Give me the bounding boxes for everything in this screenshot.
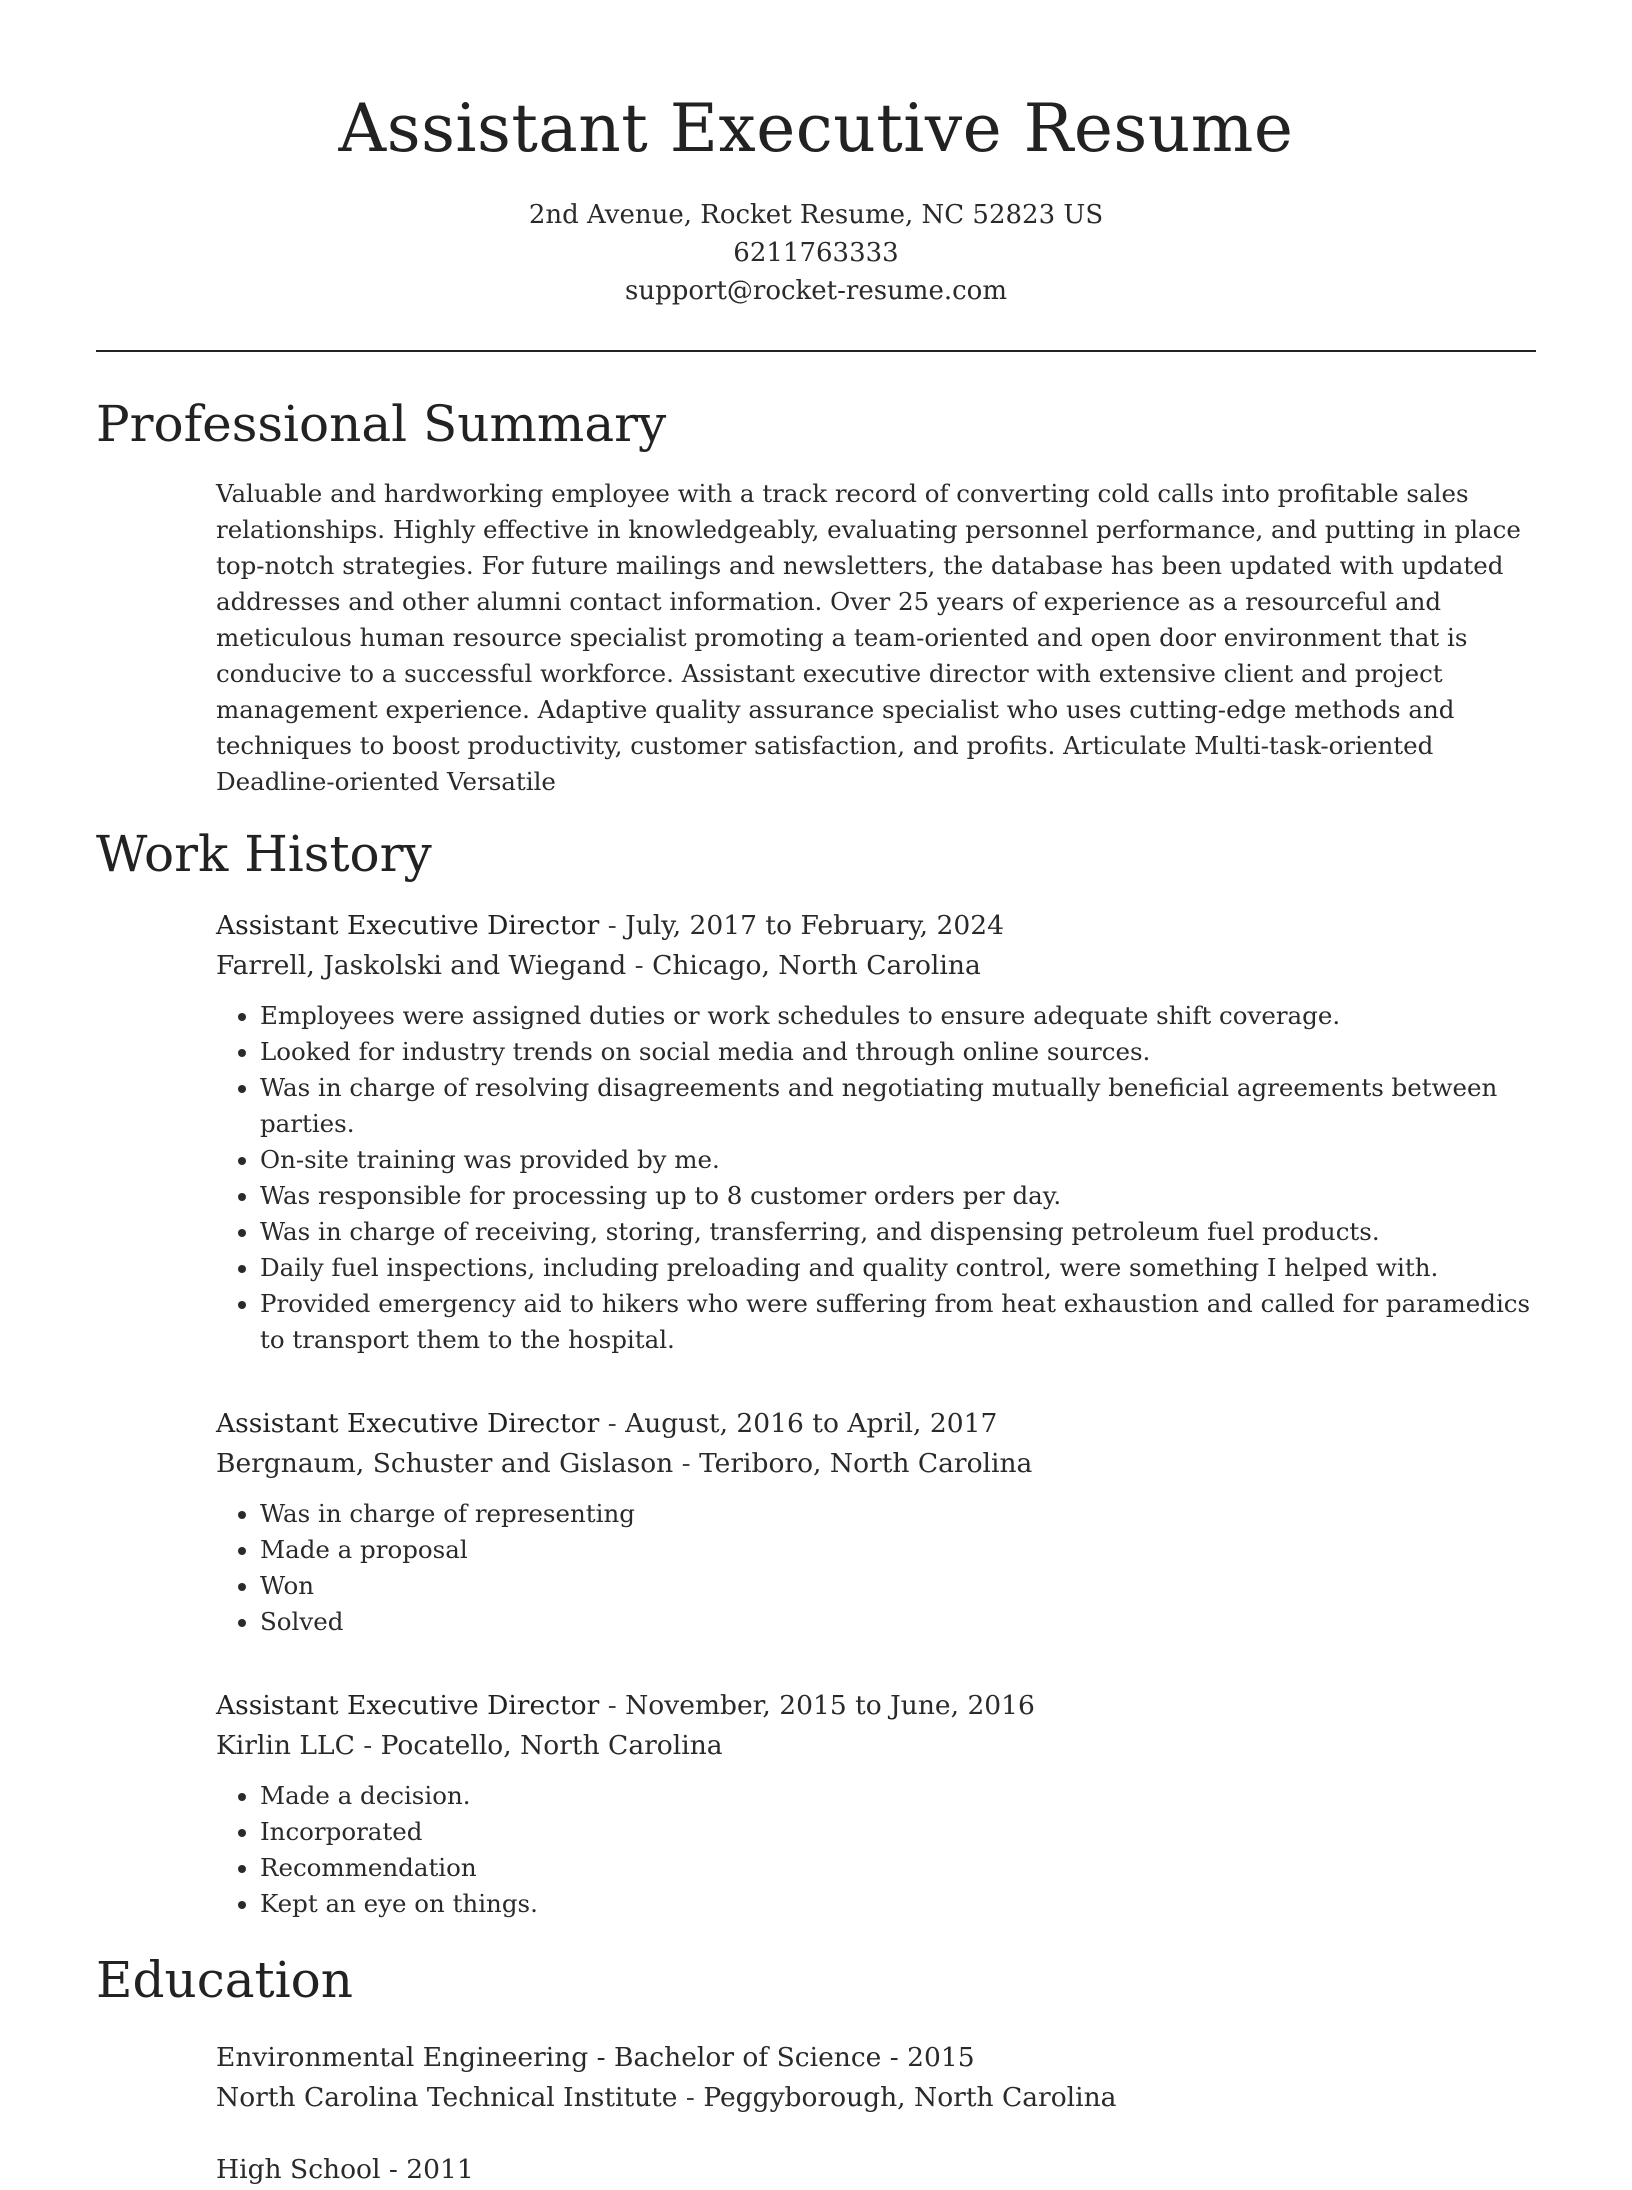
education-entry bbox=[216, 2150, 1536, 2190]
separator: - bbox=[599, 910, 626, 941]
contact-address: 2nd Avenue, Rocket Resume, NC 52823 US bbox=[528, 200, 1104, 230]
job-position: Assistant Executive Director bbox=[216, 1408, 600, 1439]
education-heading: Education bbox=[96, 1951, 353, 2009]
job-title-line bbox=[216, 1686, 1536, 1726]
duty-item: • Looked for industry trends on social media and through online sources. bbox=[260, 1034, 1536, 1070]
duty-item: • Made a decision. bbox=[260, 1778, 1536, 1814]
school-location: Peggyborough, North Carolina bbox=[703, 2082, 1117, 2113]
duty-item: • Provided emergency aid to hikers who were suffering from heat exhaustion and called for paramedics to transport them to the hospital. bbox=[260, 1286, 1536, 1358]
job-dates: July, 2017 to February, 2024 bbox=[625, 910, 1004, 941]
job-company-line bbox=[216, 1726, 1536, 1766]
separator: - bbox=[626, 950, 653, 981]
job-duties bbox=[216, 1496, 1536, 1640]
job-company: Kirlin LLC bbox=[216, 1730, 355, 1761]
duty-item: • Solved bbox=[260, 1604, 1536, 1640]
resume-title: Assistant Executive Resume bbox=[338, 90, 1294, 167]
separator: - bbox=[599, 1408, 626, 1439]
duty-item: • Won bbox=[260, 1568, 1536, 1604]
school-name: North Carolina Technical Institute bbox=[216, 2082, 678, 2113]
job-company: Farrell, Jaskolski and Wiegand bbox=[216, 950, 627, 981]
job-company-line bbox=[216, 1444, 1536, 1484]
work-history-heading: Work History bbox=[96, 825, 432, 883]
summary-section bbox=[216, 476, 1536, 800]
duty-item: • Employees were assigned duties or work schedules to ensure adequate shift coverage. bbox=[260, 998, 1536, 1034]
separator: - bbox=[599, 1690, 626, 1721]
summary-heading: Professional Summary bbox=[96, 395, 667, 453]
duty-item: • On-site training was provided by me. bbox=[260, 1142, 1536, 1178]
duty-item: • Daily fuel inspections, including preloading and quality control, were something I helped with. bbox=[260, 1250, 1536, 1286]
job-entry bbox=[216, 1404, 1536, 1640]
job-dates: August, 2016 to April, 2017 bbox=[625, 1408, 998, 1439]
job-title-line bbox=[216, 906, 1536, 946]
job-company-line bbox=[216, 946, 1536, 986]
work-history-section bbox=[216, 906, 1536, 1922]
duty-item: • Was in charge of receiving, storing, transferring, and dispensing petroleum fuel products. bbox=[260, 1214, 1536, 1250]
degree-line: Environmental Engineering - Bachelor of Science - 2015 bbox=[216, 2042, 975, 2073]
job-duties bbox=[216, 1778, 1536, 1922]
job-location: Pocatello, North Carolina bbox=[380, 1730, 723, 1761]
duty-item: • Incorporated bbox=[260, 1814, 1536, 1850]
school-line bbox=[216, 2078, 1536, 2118]
duty-item: • Made a proposal bbox=[260, 1532, 1536, 1568]
separator: - bbox=[677, 2082, 704, 2113]
summary-text: Valuable and hardworking employee with a track record of converting cold calls into profitable sales relationships. Highly effective in knowledgeably, evaluating personnel performance, and putting in place top-notch strategies. For future mailings and newsletters, the database has been updated with updated addresses and other alumni contact information. Over 25 years of experience as a resourceful and meticulous human resource specialist promoting a team-oriented and open door environment that is conducive to a successful workforce. Assistant executive director with extensive client and project management experience. Adaptive quality assurance specialist who uses cutting-edge methods and techniques to boost productivity, customer satisfaction, and profits. Articulate Multi-task-oriented Deadline-oriented Versatile bbox=[216, 479, 1521, 796]
job-location: Chicago, North Carolina bbox=[652, 950, 981, 981]
job-entry bbox=[216, 1686, 1536, 1922]
job-duties bbox=[216, 998, 1536, 1358]
job-company: Bergnaum, Schuster and Gislason bbox=[216, 1448, 674, 1479]
contact-info bbox=[96, 196, 1536, 310]
job-position: Assistant Executive Director bbox=[216, 910, 600, 941]
separator: - bbox=[354, 1730, 381, 1761]
education-entry bbox=[216, 2038, 1536, 2118]
job-title-line bbox=[216, 1404, 1536, 1444]
duty-item: • Recommendation bbox=[260, 1850, 1536, 1886]
job-position: Assistant Executive Director bbox=[216, 1690, 600, 1721]
job-entry bbox=[216, 906, 1536, 1358]
job-dates: November, 2015 to June, 2016 bbox=[625, 1690, 1035, 1721]
contact-phone: 6211763333 bbox=[733, 238, 899, 268]
header-divider bbox=[96, 350, 1536, 352]
resume-header bbox=[96, 0, 1536, 310]
duty-item: • Kept an eye on things. bbox=[260, 1886, 1536, 1922]
degree-line: High School - 2011 bbox=[216, 2154, 474, 2185]
separator: - bbox=[673, 1448, 700, 1479]
duty-item: • Was responsible for processing up to 8 customer orders per day. bbox=[260, 1178, 1536, 1214]
job-location: Teriboro, North Carolina bbox=[699, 1448, 1033, 1479]
education-section bbox=[216, 2038, 1536, 2190]
duty-item: • Was in charge of representing bbox=[260, 1496, 1536, 1532]
contact-email: support@rocket-resume.com bbox=[624, 276, 1007, 306]
duty-item: • Was in charge of resolving disagreements and negotiating mutually beneficial agreements between parties. bbox=[260, 1070, 1536, 1142]
